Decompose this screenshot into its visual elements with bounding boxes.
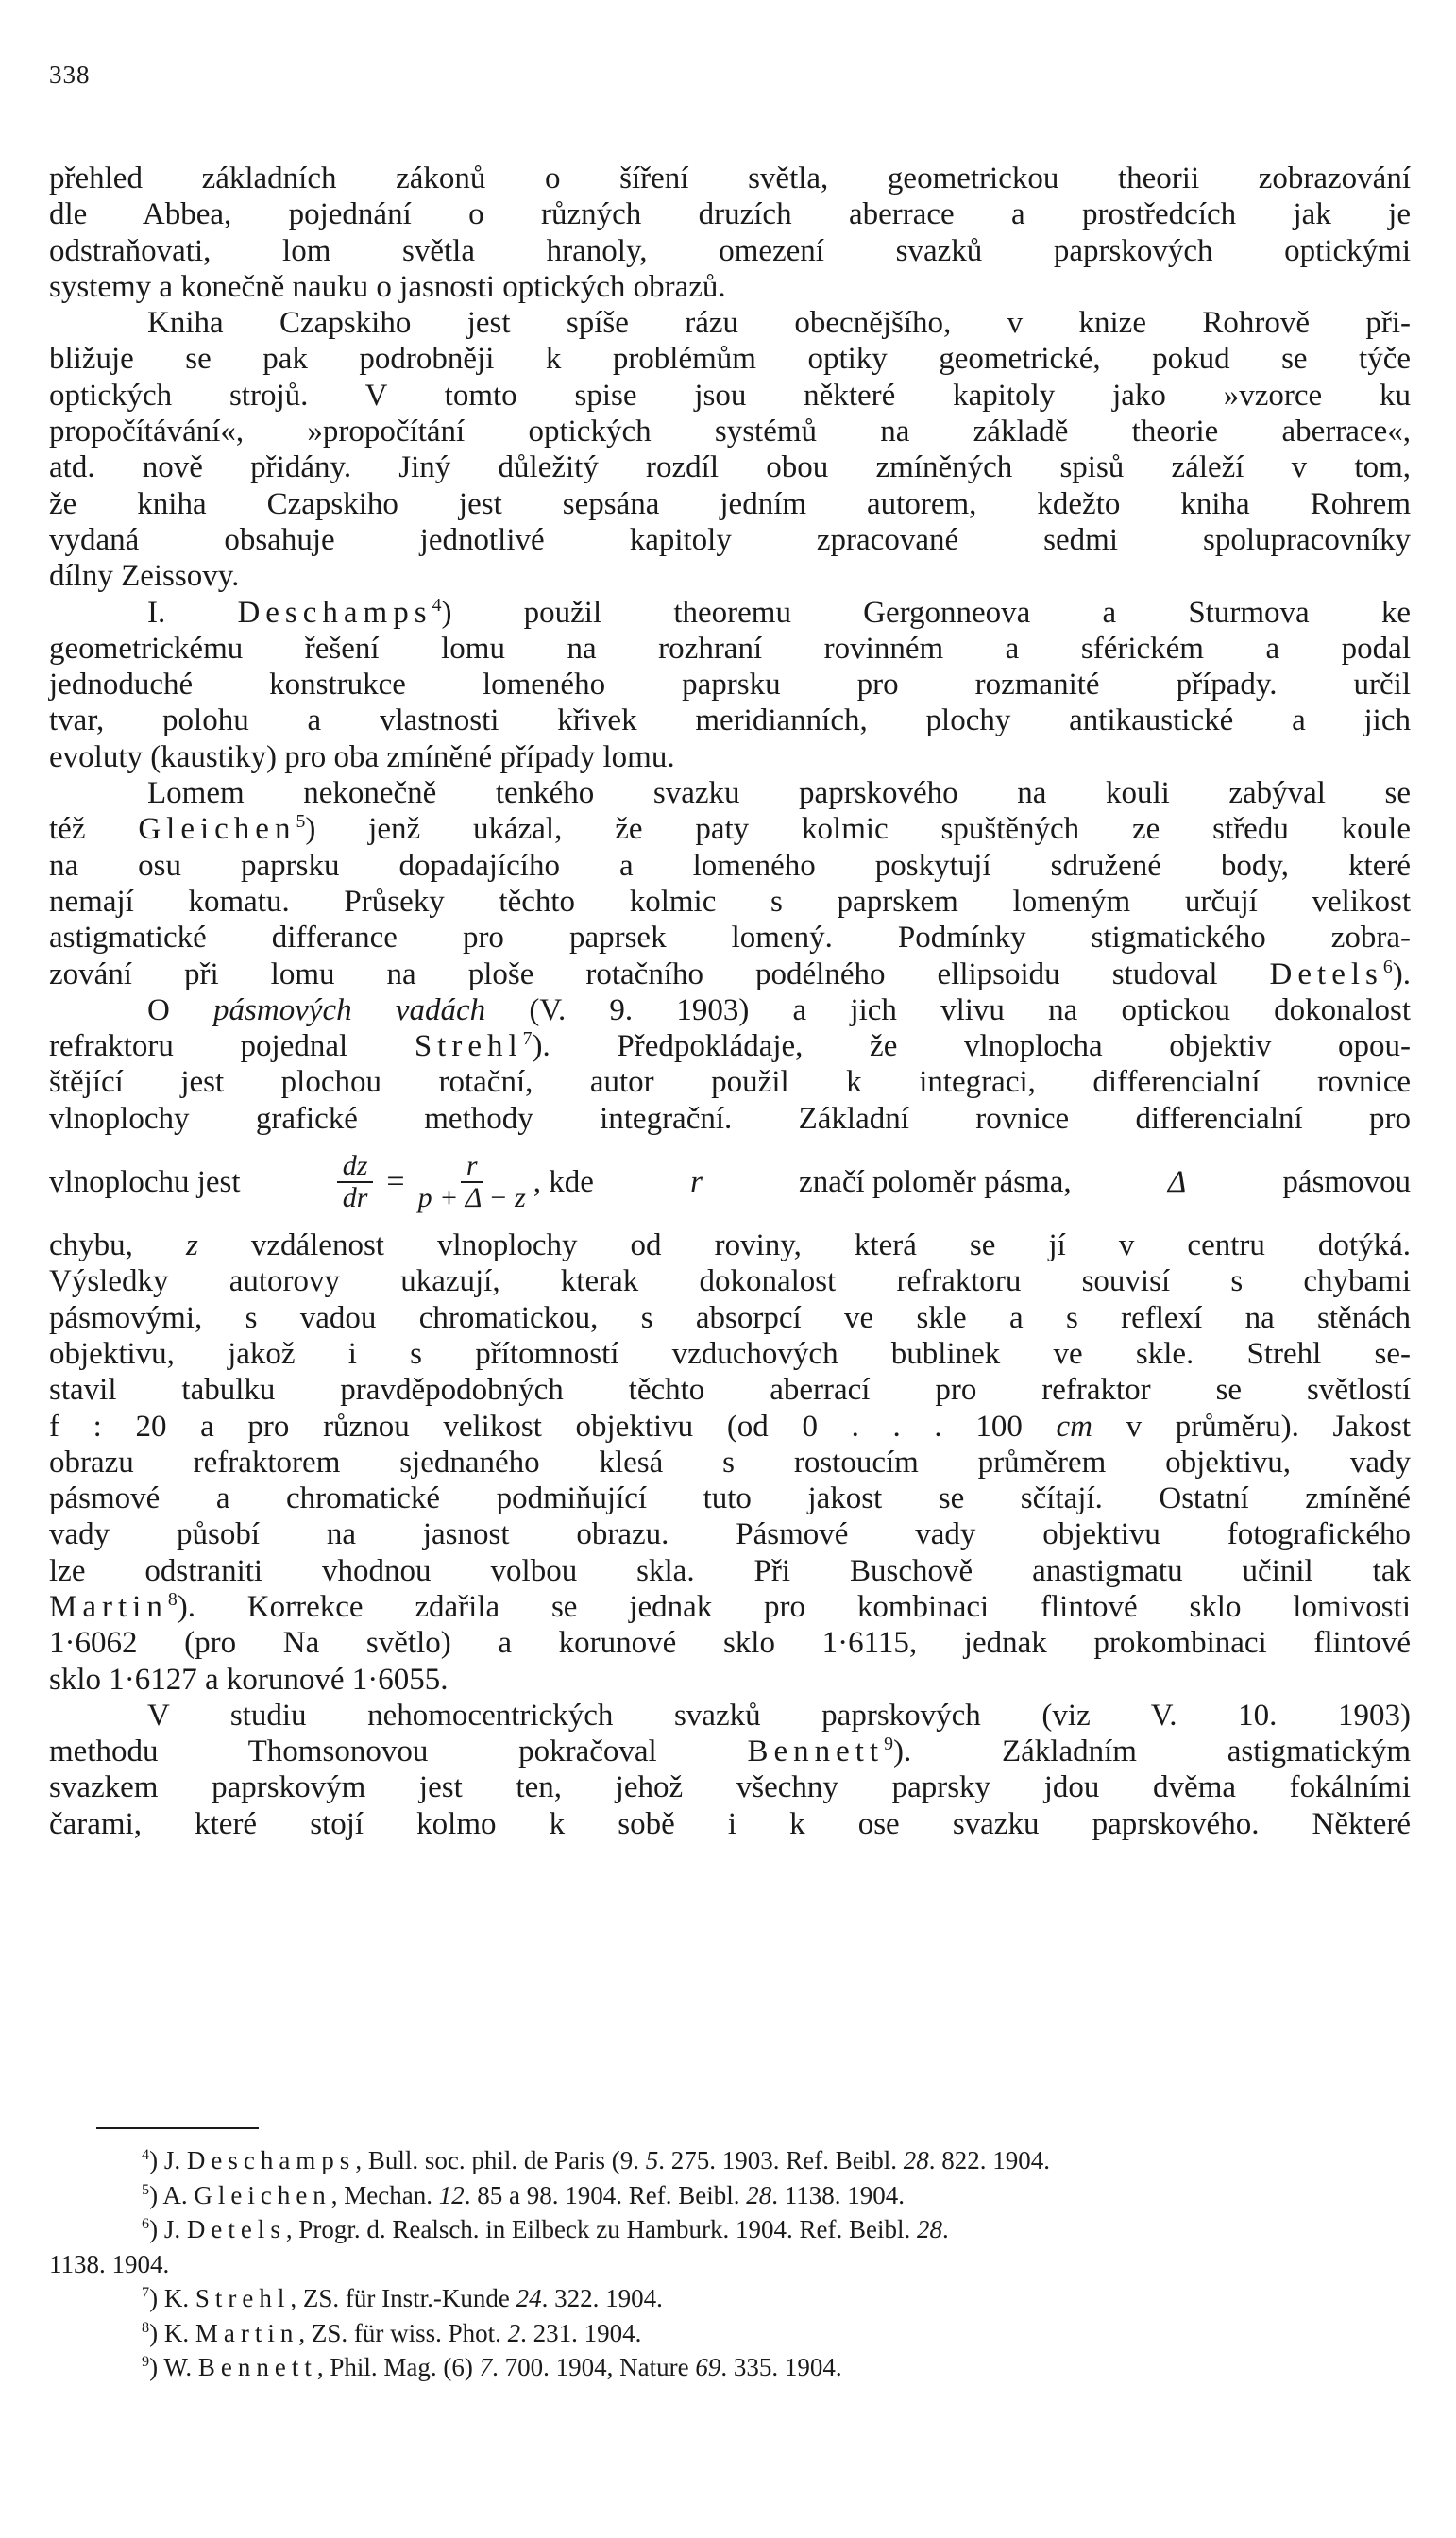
text-line: jednoduché konstrukce lomeného paprsku pro rozmanité případy. určil [49, 668, 1411, 702]
fraction-r: $\frac{r}{p + \Delta - z}$ [417, 1150, 526, 1214]
author-name: Gleichen [138, 812, 296, 847]
footnote-8: $^8$) K. Martin, ZS. für wiss. Phot. 2. 231. 1904. [142, 2318, 642, 2347]
footnote-9: $^9$) W. Bennett, Phil. Mag. (6) 7. 700. 1904, Nature 69. 335. 1904. [142, 2353, 842, 2381]
text-line: pásmové a chromatické podmiňující tuto jakost se sčítají. Ostatní zmíněné [49, 1481, 1411, 1516]
text-line: že kniha Czapskiho jest sepsána jedním autorem, kdežto kniha Rohrem [49, 486, 1411, 521]
text-line: pásmovými, s vadou chromatickou, s absorpcí ve skle a s reflexí na stěnách [49, 1300, 1411, 1335]
text-line: dle Abbea, pojednání o různých druzích aberrace a prostředcích jak je [49, 197, 1411, 232]
text-line: O pásmových vadách (V. 9. 1903) a jich vlivu na optickou dokonalost [147, 992, 1411, 1027]
equation-lead: vlnoplochu jest [49, 1165, 241, 1200]
text-line: obrazu refraktorem sjednaného klesá s rostoucím průměrem objektivu, vady [49, 1445, 1411, 1480]
text-line: přehled základních zákonů o šíření světla, geometrickou theorii zobrazování [49, 161, 1411, 195]
footnote-4: $^4$) J. Deschamps, Bull. soc. phil. de Paris (9. 5. 275. 1903. Ref. Beibl. 28. 822. 1904. [142, 2146, 1051, 2174]
footnote-7: $^7$) K. Strehl, ZS. für Instr.-Kunde 24. 322. 1904. [142, 2284, 663, 2312]
equation: $\frac{dz}{dr}$ = $\frac{r}{p + \Delta - z}$ , kde [337, 1137, 594, 1227]
author-name: Deschamps [237, 595, 432, 630]
footnote-6: $^6$) J. Detels, Progr. d. Realsch. in Eilbeck zu Hamburk. 1904. Ref. Beibl. 28. [142, 2215, 949, 2243]
text-line: vydaná obsahuje jednotlivé kapitoly zpracované sedmi spolupracovníky [49, 522, 1411, 557]
text-line: chybu, z vzdálenost vlnoplochy od roviny, která se jí v centru dotýká. [49, 1228, 1411, 1263]
footnote-ref: 4 [432, 594, 442, 616]
equation-line: vlnoplochu jest $\frac{dz}{dr}$ = $\frac{r}{p + \Delta - z}$ , kde r značí poloměr pásma, Δ pásmovou [49, 1137, 1411, 1227]
text-line: vlnoplochy grafické methody integrační. Základní rovnice differencialní pro [49, 1101, 1411, 1136]
text-line: Výsledky autorovy ukazují, kterak dokonalost refraktoru souvisí s chybami [49, 1264, 1411, 1299]
author-name: Detels [1269, 956, 1383, 991]
symbol-delta: Δ [1167, 1165, 1187, 1200]
italic-term: pásmových vadách [213, 992, 486, 1027]
text-line: methodu Thomsonovou pokračoval Bennett$^9$). Základním astigmatickým [49, 1734, 1411, 1769]
body-text [49, 161, 1411, 1842]
text-line: V studiu nehomocentrických svazků paprskových (viz V. 10. 1903) [147, 1698, 1411, 1733]
page-number: 338 [49, 60, 91, 89]
text-line: zování při lomu na ploše rotačního podélného ellipsoidu studoval Detels$^6$). [49, 956, 1411, 991]
footnote-ref: 8 [167, 1588, 178, 1610]
text-line: stavil tabulku pravděpodobných těchto aberrací pro refraktor se světlostí [49, 1373, 1411, 1408]
text-line: vady působí na jasnost obrazu. Pásmové vady objektivu fotografického [49, 1517, 1411, 1552]
text-line: evoluty (kaustiky) pro oba zmíněné případy lomu. [49, 739, 675, 774]
text-line: odstraňovati, lom světla hranoly, omezení svazků paprskových optickými [49, 233, 1411, 268]
text-line: astigmatické differance pro paprsek lomený. Podmínky stigmatického zobra- [49, 921, 1411, 956]
text-line: štějící jest plochou rotační, autor použil k integraci, differencialní rovnice [49, 1065, 1411, 1100]
text-line: systemy a konečně nauku o jasnosti optických obrazů. [49, 269, 726, 304]
author-name: Bennett [747, 1734, 885, 1769]
text-line: Kniha Czapskiho jest spíše rázu obecnějšího, v knize Rohrově při- [147, 306, 1411, 341]
text-line: objektivu, jakož i s přítomností vzduchových bublinek ve skle. Strehl se- [49, 1336, 1411, 1371]
text-line: sklo 1·6127 a korunové 1·6055. [49, 1662, 449, 1697]
fraction-dz-dr: $\frac{dz}{dr}$ [337, 1151, 374, 1213]
footnote-ref: 5 [296, 811, 306, 833]
text-line: propočítávání«, »propočítání optických systémů na základě theorie aberrace«, [49, 415, 1411, 449]
footnote-ref: 6 [1382, 956, 1393, 977]
text-line: geometrickému řešení lomu na rozhraní rovinném a sférickém a podal [49, 631, 1411, 666]
text-line: Martin$^8$). Korrekce zdařila se jednak pro kombinaci flintové sklo lomivosti [49, 1588, 1411, 1624]
text-line: nemají komatu. Průseky těchto kolmic s paprskem lomeným určují velikost [49, 884, 1411, 919]
text-line: čarami, které stojí kolmo k sobě i k ose svazku paprskového. Některé [49, 1806, 1411, 1841]
text-line: tvar, polohu a vlastnosti křivek meridianních, plochy antikaustické a jich [49, 703, 1411, 738]
footnotes [49, 2143, 1411, 2385]
footnote-ref: 9 [884, 1734, 893, 1755]
symbol-r: r [690, 1165, 703, 1200]
text-line: na osu paprsku dopadajícího a lomeného poskytují sdružené body, které [49, 848, 1411, 883]
text-line: lze odstraniti vhodnou volbou skla. Při Buschově anastigmatu učinil tak [49, 1553, 1411, 1588]
author-name: Martin [49, 1589, 168, 1624]
text-line: I. Deschamps$^4$) použil theoremu Gergonneova a Sturmova ke [147, 594, 1411, 630]
author-name: Strehl [414, 1029, 523, 1064]
text-line: Lomem nekonečně tenkého svazku paprskového na kouli zabýval se [147, 776, 1411, 811]
text-line: atd. nově přidány. Jiný důležitý rozdíl obou zmíněných spisů záleží v tom, [49, 450, 1411, 485]
footnote-ref: 7 [522, 1028, 533, 1050]
text-line: f : 20 a pro různou velikost objektivu (od 0 . . . 100 cm v průměru). Jakost [49, 1409, 1411, 1444]
text-line: bližuje se pak podrobněji k problémům optiky geometrické, pokud se týče [49, 342, 1411, 377]
text-line: optických strojů. V tomto spise jsou některé kapitoly jako »vzorce ku [49, 378, 1411, 413]
text-line: dílny Zeissovy. [49, 559, 240, 594]
text-line: též Gleichen$^5$) jenž ukázal, že paty kolmic spuštěných ze středu koule [49, 811, 1411, 847]
footnote-6-continuation: 1138. 1904. [49, 2249, 170, 2278]
footnote-rule [96, 2127, 259, 2129]
footnote-5: $^5$) A. Gleichen, Mechan. 12. 85 a 98. 1904. Ref. Beibl. 28. 1138. 1904. [142, 2180, 905, 2209]
text-line: refraktoru pojednal Strehl$^7$). Předpokládaje, že vlnoplocha objektiv opou- [49, 1028, 1411, 1064]
text-line: svazkem paprskovým jest ten, jehož všechny paprsky jdou dvěma fokálními [49, 1770, 1411, 1805]
text-line: 1·6062 (pro Na světlo) a korunové sklo 1·6115, jednak prokombinaci flintové [49, 1626, 1411, 1661]
